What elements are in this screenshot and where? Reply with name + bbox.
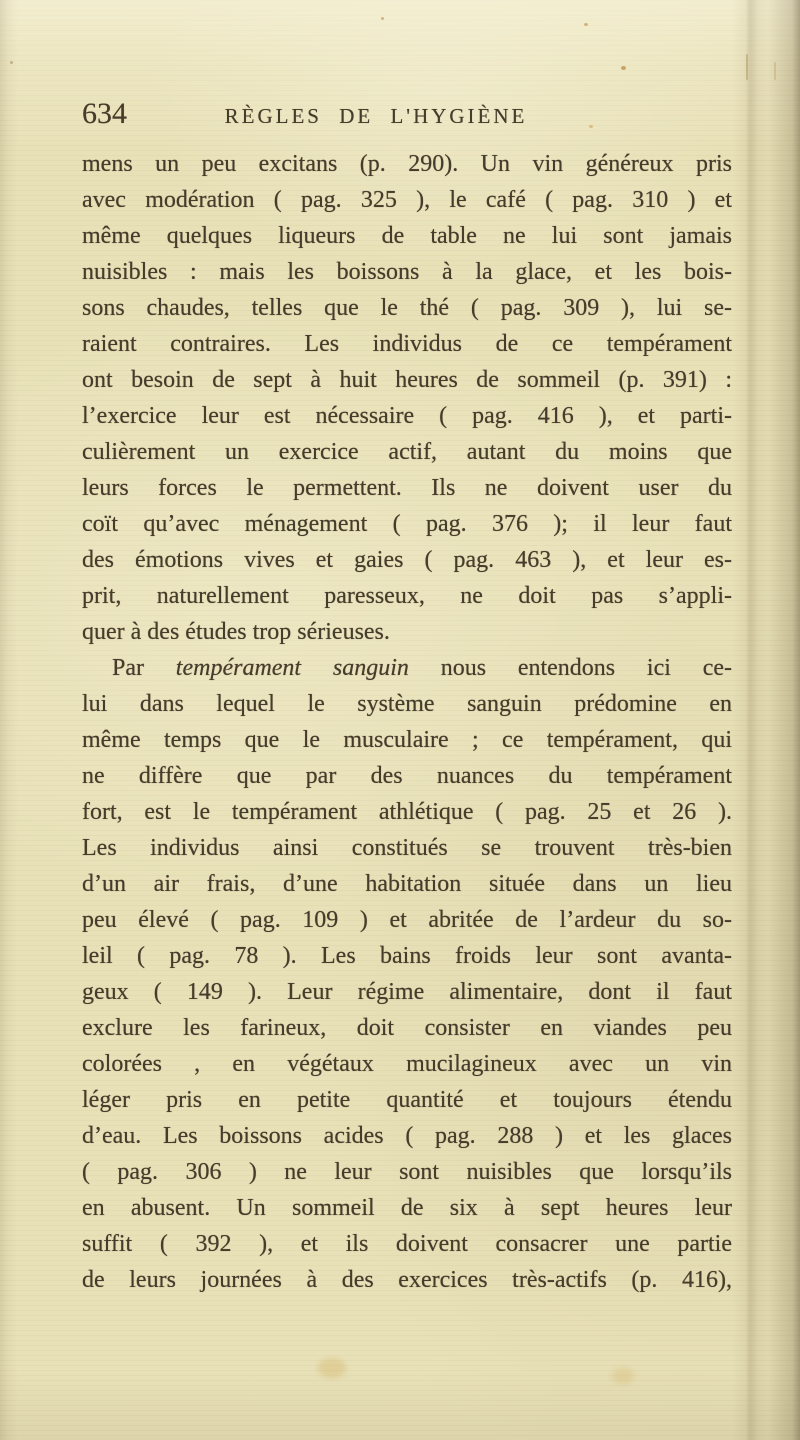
text-line xyxy=(82,434,732,470)
text-line xyxy=(82,650,732,686)
text-segment: fort, est le tempérament athlétique ( pag. 25 et 26 ). xyxy=(82,799,732,825)
text-segment: peu élevé ( pag. 109 ) et abritée de l’ardeur du so- xyxy=(82,907,732,933)
text-segment: Les individus ainsi constitués se trouvent très-bien xyxy=(82,835,732,861)
text-line xyxy=(82,902,732,938)
text-segment: ( pag. 306 ) ne leur sont nuisibles que lorsqu’ils xyxy=(82,1159,732,1185)
paper-fiber xyxy=(746,54,748,80)
text-segment: geux ( 149 ). Leur régime alimentaire, dont il faut xyxy=(82,979,732,1005)
text-segment: suffit ( 392 ), et ils doivent consacrer une partie xyxy=(82,1231,732,1257)
text-segment: nous entendons ici ce- xyxy=(408,655,732,681)
paper-stain xyxy=(612,1368,634,1384)
text-segment: des émotions vives et gaies ( pag. 463 ), et leur es- xyxy=(82,547,732,573)
text-segment: Par xyxy=(112,655,176,681)
text-segment: ont besoin de sept à huit heures de sommeil (p. 391) : xyxy=(82,367,732,393)
text-line xyxy=(82,938,732,974)
text-segment: ne diffère que par des nuances du tempérament xyxy=(82,763,732,789)
text-line xyxy=(82,506,732,542)
text-line xyxy=(82,218,732,254)
running-title: RÈGLES DE L'HYGIÈNE xyxy=(224,104,528,128)
text-line xyxy=(82,866,732,902)
text-line xyxy=(82,398,732,434)
text-line xyxy=(82,722,732,758)
page-number: 634 xyxy=(82,97,127,130)
text-segment: même quelques liqueurs de table ne lui sont jamais xyxy=(82,223,732,249)
text-line xyxy=(82,686,732,722)
text-line xyxy=(82,1262,732,1298)
text-line xyxy=(82,830,732,866)
text-segment: d’eau. Les boissons acides ( pag. 288 ) et les glaces xyxy=(82,1123,732,1149)
text-segment: d’un air frais, d’une habitation située dans un lieu xyxy=(82,871,732,897)
text-line xyxy=(82,578,732,614)
text-segment: lui dans lequel le système sanguin prédomine en xyxy=(82,691,732,717)
text-line xyxy=(82,542,732,578)
text-segment: culièrement un exercice actif, autant du moins que xyxy=(82,439,732,465)
text-segment: de leurs journées à des exercices très-actifs (p. 416), xyxy=(82,1267,732,1293)
text-segment: exclure les farineux, doit consister en viandes peu xyxy=(82,1015,732,1041)
text-line xyxy=(82,470,732,506)
text-line xyxy=(82,1046,732,1082)
text-line xyxy=(82,326,732,362)
paper-stain xyxy=(318,1358,346,1378)
text-segment: même temps que le musculaire ; ce tempérament, qui xyxy=(82,727,732,753)
text-line xyxy=(82,1010,732,1046)
text-segment: léger pris en petite quantité et toujours étendu xyxy=(82,1087,732,1113)
paper-speck xyxy=(10,61,13,64)
text-segment: leurs forces le permettent. Ils ne doivent user du xyxy=(82,475,732,501)
text-segment: en abusent. Un sommeil de six à sept heures leur xyxy=(82,1195,732,1221)
text-line xyxy=(82,290,732,326)
text-line xyxy=(82,1118,732,1154)
text-segment: mens un peu excitans (p. 290). Un vin généreux pris xyxy=(82,151,732,177)
text-line xyxy=(82,1226,732,1262)
paper-speck xyxy=(621,66,626,70)
text-segment: coït qu’avec ménagement ( pag. 376 ); il leur faut xyxy=(82,511,732,537)
text-line xyxy=(82,254,732,290)
text-segment: sons chaudes, telles que le thé ( pag. 309 ), lui se- xyxy=(82,295,732,321)
paper-fiber xyxy=(774,62,776,80)
page-header xyxy=(0,0,800,130)
text-line xyxy=(82,794,732,830)
text-line xyxy=(82,182,732,218)
text-line xyxy=(82,974,732,1010)
italic-term: tempérament sanguin xyxy=(175,655,409,681)
text-segment: avec modération ( pag. 325 ), le café ( pag. 310 ) et xyxy=(82,187,732,213)
text-block xyxy=(82,146,732,1298)
text-segment: leil ( pag. 78 ). Les bains froids leur sont avanta- xyxy=(82,943,732,969)
text-line xyxy=(82,146,732,182)
text-segment: nuisibles : mais les boissons à la glace, et les bois- xyxy=(82,259,732,285)
text-line xyxy=(82,1154,732,1190)
text-segment: quer à des études trop sérieuses. xyxy=(82,619,390,645)
text-line xyxy=(82,758,732,794)
text-segment: prit, naturellement paresseux, ne doit pas s’appli- xyxy=(82,583,732,609)
text-line xyxy=(82,614,732,650)
text-line xyxy=(82,362,732,398)
text-segment: raient contraires. Les individus de ce tempérament xyxy=(82,331,732,357)
text-line xyxy=(82,1082,732,1118)
text-line xyxy=(82,1190,732,1226)
text-segment: colorées , en végétaux mucilagineux avec un vin xyxy=(82,1051,732,1077)
text-segment: l’exercice leur est nécessaire ( pag. 416 ), et parti- xyxy=(82,403,732,429)
